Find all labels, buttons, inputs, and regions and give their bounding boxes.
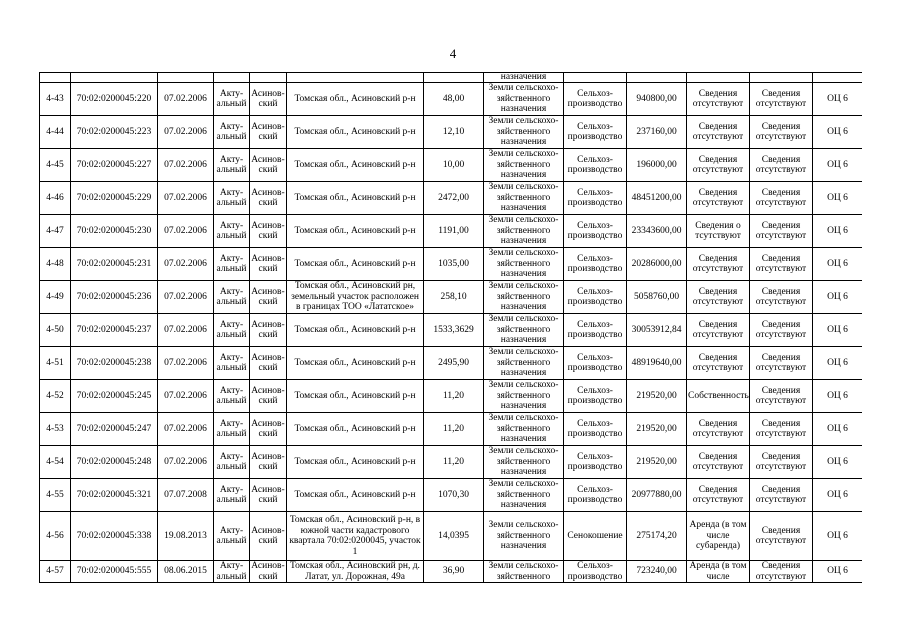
cell-value: 48919640,00: [627, 347, 687, 380]
cell-district: Асинов-ский: [250, 446, 287, 479]
cell-rights: Аренда (в том числе: [687, 561, 750, 583]
cell-district: Асинов-ский: [251, 561, 285, 582]
cell-value: 219520,00: [627, 446, 687, 479]
cell-cadastral: 70:02:0200045:227: [71, 149, 158, 182]
cell-district: Асинов-ский: [250, 215, 287, 248]
cell-category: назначения: [484, 73, 564, 83]
table-row: [40, 561, 863, 583]
table-row: [40, 380, 863, 413]
table-row: [40, 149, 863, 182]
cell-num: 4-52: [40, 380, 71, 413]
cell-date: 07.02.2006: [158, 347, 214, 380]
cell-num: 4-43: [40, 83, 71, 116]
cell-cadastral: 70:02:0200045:247: [71, 413, 158, 446]
cell-num: 4-50: [40, 314, 71, 347]
cell-date: [158, 73, 214, 83]
cell-address: Томская обл., Асиновский р-н: [287, 116, 424, 149]
cell-use: Сельхоз-производство: [564, 248, 627, 281]
cell-cadastral: 70:02:0200045:321: [71, 479, 158, 512]
cell-district: Асинов-ский: [250, 149, 287, 182]
cell-encumbrance: Сведения отсутствуют: [750, 314, 813, 347]
cell-status: Акту-альный: [214, 479, 250, 512]
cell-date: 07.02.2006: [158, 380, 214, 413]
cell-address: Томская обл., Асиновский р-н: [287, 83, 424, 116]
cell-code: ОЦ 6: [813, 182, 863, 215]
cell-encumbrance: Сведения отсутствуют: [750, 149, 813, 182]
cell-code: ОЦ 6: [813, 248, 863, 281]
cell-address: Томская обл., Асиновский р-н, в южной части кадастрового квартала 70:02:0200045, участок 1: [287, 512, 424, 561]
cell-num: 4-47: [40, 215, 71, 248]
cell-value: 5058760,00: [627, 281, 687, 314]
cell-code: ОЦ 6: [813, 446, 863, 479]
table-row: [40, 347, 863, 380]
cell-address: Томская обл., Асиновский р-н: [287, 314, 424, 347]
cell-date: 07.02.2006: [158, 215, 214, 248]
cell-date: 07.02.2006: [158, 149, 214, 182]
cell-status: Акту-альный: [214, 561, 250, 583]
cell-cadastral: 70:02:0200045:338: [71, 512, 158, 561]
cadastral-table-wrapper: [39, 72, 862, 593]
cell-date: 08.06.2015: [158, 561, 214, 583]
cell-category: Земли сельскохо-зяйственного назначения: [484, 215, 564, 248]
cell-rights: Аренда (в том числе субаренда): [687, 512, 750, 561]
cell-encumbrance: Сведения отсутствуют: [750, 182, 813, 215]
cell-address: [287, 73, 424, 83]
cell-num: 4-49: [40, 281, 71, 314]
cell-use: Сельхоз-производство: [564, 116, 627, 149]
cell-num: 4-55: [40, 479, 71, 512]
cell-address: Томская обл., Асиновский р-н: [287, 215, 424, 248]
cell-code: ОЦ 6: [813, 479, 863, 512]
cell-category: Земли сельскохо-зяйственного назначения: [484, 281, 564, 314]
cell-status: Акту-альный: [214, 83, 250, 116]
cell-area: [424, 73, 484, 83]
cell-cadastral: [71, 73, 158, 83]
cell-area: 1191,00: [424, 215, 484, 248]
cell-address: Томская обл., Асиновский р-н: [287, 347, 424, 380]
cell-code: ОЦ 6: [813, 380, 863, 413]
cell-status: Акту-альный: [214, 116, 250, 149]
cell-status: Акту-альный: [214, 314, 250, 347]
cell-status: Акту-альный: [214, 248, 250, 281]
continuation-row: [40, 73, 863, 83]
cell-cadastral: 70:02:0200045:555: [71, 561, 158, 583]
cell-use: Сельхоз-производство: [564, 182, 627, 215]
cell-area: 36,90: [424, 561, 484, 583]
cell-code: ОЦ 6: [813, 83, 863, 116]
cell-district: Асинов-ский: [250, 248, 287, 281]
cell-district: [250, 73, 287, 83]
cell-district: Асинов-ский: [250, 182, 287, 215]
cell-encumbrance: Сведения отсутствуют: [750, 413, 813, 446]
cell-cadastral: 70:02:0200045:237: [71, 314, 158, 347]
cell-encumbrance: Сведения отсутствуют: [750, 83, 813, 116]
cell-date: 07.07.2008: [158, 479, 214, 512]
cell-category: Земли сельскохо-зяйственного назначения: [484, 149, 564, 182]
cell-cadastral: 70:02:0200045:220: [71, 83, 158, 116]
cell-category: Земли сельскохо-зяйственного назначения: [484, 314, 564, 347]
cell-code: ОЦ 6: [813, 512, 863, 561]
cell-rights: Сведения отсутствуют: [687, 149, 750, 182]
cell-status: Акту-альный: [214, 149, 250, 182]
cell-address: Томская обл., Асиновский р-н: [287, 248, 424, 281]
cell-district: Асинов-ский: [250, 83, 287, 116]
table-row: [40, 83, 863, 116]
cell-encumbrance: [750, 73, 813, 83]
cadastral-table: [39, 72, 862, 583]
cell-code: ОЦ 6: [813, 413, 863, 446]
cell-value: 30053912,84: [627, 314, 687, 347]
cell-num: 4-53: [40, 413, 71, 446]
cell-encumbrance: Сведения отсутствуют: [750, 380, 813, 413]
cell-category: Земли сельскохо-зяйственного назначения: [484, 413, 564, 446]
cell-num: [40, 73, 71, 83]
cell-address: Томская обл., Асиновский рн, д. Латат, ул. Дорожная, 49а: [287, 561, 424, 583]
cell-area: 1533,3629: [424, 314, 484, 347]
cell-rights: Сведения отсутствуют: [687, 479, 750, 512]
cell-category: Земли сельскохо-зяйственного назначения: [484, 380, 564, 413]
cell-use: Сельхоз-производство: [564, 314, 627, 347]
cell-date: 19.08.2013: [158, 512, 214, 561]
cell-area: 2472,00: [424, 182, 484, 215]
cell-rights: [687, 73, 750, 83]
cell-district: Асинов-ский: [250, 314, 287, 347]
cell-use: Сельхоз-производство: [564, 380, 627, 413]
cell-value: [627, 73, 687, 83]
cell-district: Асинов-ский: [250, 380, 287, 413]
cell-rights: Сведения отсутствуют: [687, 314, 750, 347]
cell-use: Сенокошение: [564, 512, 627, 561]
cell-encumbrance: Сведения отсутствуют: [750, 479, 813, 512]
cell-rights: Сведения отсутствуют: [687, 413, 750, 446]
cell-date: 07.02.2006: [158, 314, 214, 347]
cell-value: 219520,00: [627, 413, 687, 446]
cell-address: Томская обл., Асиновский р-н: [287, 380, 424, 413]
table-row: [40, 248, 863, 281]
table-row: [40, 512, 863, 561]
cell-cadastral: 70:02:0200045:236: [71, 281, 158, 314]
cell-category: Земли сельскохо-зяйственного назначения: [484, 512, 564, 561]
cell-address: Томская обл., Асиновский р-н: [287, 182, 424, 215]
cell-num: 4-46: [40, 182, 71, 215]
table-row: [40, 413, 863, 446]
table-row: [40, 215, 863, 248]
cell-category: Земли сельскохо-зяйственного назначения: [484, 479, 564, 512]
cell-status: Акту-альный: [214, 281, 250, 314]
table-row: [40, 314, 863, 347]
cell-use: Сельхоз-производство: [564, 149, 627, 182]
cell-area: 1035,00: [424, 248, 484, 281]
cell-area: 11,20: [424, 380, 484, 413]
cell-value: 723240,00: [627, 561, 687, 583]
cell-cadastral: 70:02:0200045:238: [71, 347, 158, 380]
cell-status: Акту-альный: [214, 215, 250, 248]
cell-category: Земли сельскохо-зяйственного назначения: [484, 347, 564, 380]
cell-district: Асинов-ский: [250, 347, 287, 380]
cell-code: ОЦ 6: [813, 149, 863, 182]
cell-encumbrance: Сведения отсутствуют: [750, 512, 813, 561]
table-row: [40, 281, 863, 314]
page-number: 4: [449, 46, 457, 61]
cell-address: Томская обл., Асиновский рн, земельный участок расположен в границах ТОО «Лататское»: [287, 281, 424, 314]
cell-status: Акту-альный: [214, 182, 250, 215]
cell-value: 237160,00: [627, 116, 687, 149]
cell-category: Земли сельскохо-зяйственного назначения: [484, 446, 564, 479]
cell-num: 4-44: [40, 116, 71, 149]
cell-area: 10,00: [424, 149, 484, 182]
cell-value: 20977880,00: [627, 479, 687, 512]
cell-use: Сельхоз-производство: [564, 83, 627, 116]
table-row: [40, 182, 863, 215]
cell-district: Асинов-ский: [250, 413, 287, 446]
cell-code: ОЦ 6: [813, 347, 863, 380]
cell-area: 12,10: [424, 116, 484, 149]
cell-use: Сельхоз-производство: [564, 347, 627, 380]
cell-encumbrance: Сведения отсутствуют: [750, 116, 813, 149]
table-row: [40, 116, 863, 149]
cell-code: ОЦ 6: [813, 116, 863, 149]
cell-date: 07.02.2006: [158, 182, 214, 215]
cell-use: Сельхоз-производство: [564, 446, 627, 479]
cell-encumbrance: Сведения отсутствуют: [750, 248, 813, 281]
cell-num: 4-56: [40, 512, 71, 561]
cell-code: ОЦ 6: [813, 215, 863, 248]
cell-use: Сельхоз-производство: [564, 479, 627, 512]
cell-area: 2495,90: [424, 347, 484, 380]
cell-use: Сельхоз-производство: [564, 413, 627, 446]
cell-district: Асинов-ский: [250, 116, 287, 149]
cell-rights: Собственность: [687, 380, 750, 413]
cell-value: 940800,00: [627, 83, 687, 116]
cell-area: 48,00: [424, 83, 484, 116]
cell-status: Акту-альный: [214, 512, 250, 561]
cell-code: ОЦ 6: [813, 281, 863, 314]
cell-date: 07.02.2006: [158, 446, 214, 479]
cell-value: 219520,00: [627, 380, 687, 413]
cell-area: 14,0395: [424, 512, 484, 561]
cell-cadastral: 70:02:0200045:248: [71, 446, 158, 479]
cell-status: Акту-альный: [214, 446, 250, 479]
cell-status: Акту-альный: [214, 347, 250, 380]
cell-rights: Сведения отсутствуют: [687, 83, 750, 116]
cell-address: Томская обл., Асиновский р-н: [287, 149, 424, 182]
cell-address: Томская обл., Асиновский р-н: [287, 479, 424, 512]
cell-address: Томская обл., Асиновский р-н: [287, 446, 424, 479]
cell-cadastral: 70:02:0200045:223: [71, 116, 158, 149]
cell-district: Асинов-ский: [250, 281, 287, 314]
cell-category: Земли сельскохо-зяйственного назначения: [484, 248, 564, 281]
table-row: [40, 446, 863, 479]
cell-category: Земли сельскохо-зяйственного назначения: [484, 83, 564, 116]
cell-num: 4-48: [40, 248, 71, 281]
cell-rights: Сведения отсутствуют: [687, 446, 750, 479]
cell-status: [214, 73, 250, 83]
cell-rights: Сведения отсутствуют: [687, 116, 750, 149]
cell-encumbrance: Сведения отсутствуют: [750, 281, 813, 314]
cell-address: Томская обл., Асиновский р-н: [287, 413, 424, 446]
cell-value: 275174,20: [627, 512, 687, 561]
cell-code: [813, 73, 863, 83]
cell-area: 1070,30: [424, 479, 484, 512]
cell-encumbrance: Сведения отсутствуют: [750, 561, 813, 583]
cell-encumbrance: Сведения отсутствуют: [750, 446, 813, 479]
cell-status: Акту-альный: [214, 380, 250, 413]
cell-use: Сельхоз-производство: [564, 281, 627, 314]
cell-use: [564, 73, 627, 83]
cell-num: 4-51: [40, 347, 71, 380]
cell-value: 20286000,00: [627, 248, 687, 281]
cell-cadastral: 70:02:0200045:230: [71, 215, 158, 248]
cell-num: 4-45: [40, 149, 71, 182]
cell-date: 07.02.2006: [158, 413, 214, 446]
cell-rights: Сведения отсутствуют: [687, 347, 750, 380]
cell-encumbrance: Сведения отсутствуют: [750, 215, 813, 248]
table-row: [40, 479, 863, 512]
cell-category: Земли сельскохо-зяйственного назначения: [484, 116, 564, 149]
cell-cadastral: 70:02:0200045:231: [71, 248, 158, 281]
cell-rights: Сведения отсутствуют: [687, 248, 750, 281]
cell-category: Земли сельскохо-зяйственного назначения: [484, 182, 564, 215]
cell-value: 196000,00: [627, 149, 687, 182]
cell-cadastral: 70:02:0200045:229: [71, 182, 158, 215]
table-body: [40, 73, 863, 583]
cell-value: 48451200,00: [627, 182, 687, 215]
cell-cadastral: 70:02:0200045:245: [71, 380, 158, 413]
cell-encumbrance: Сведения отсутствуют: [750, 347, 813, 380]
cell-num: 4-57: [40, 561, 71, 583]
cell-date: 07.02.2006: [158, 83, 214, 116]
cell-num: 4-54: [40, 446, 71, 479]
cell-code: ОЦ 6: [813, 561, 863, 583]
cell-district: Асинов-ский: [250, 512, 287, 561]
cell-value: 23343600,00: [627, 215, 687, 248]
cell-area: 11,20: [424, 413, 484, 446]
cell-district: Асинов-ский: [250, 479, 287, 512]
cell-date: 07.02.2006: [158, 116, 214, 149]
cell-use: Сельхоз-производство: [564, 561, 627, 583]
cell-rights: Сведения отсутствуют: [687, 182, 750, 215]
cell-category: Земли сельскохо-зяйственного: [484, 561, 564, 583]
cell-date: 07.02.2006: [158, 248, 214, 281]
cell-status: Акту-альный: [214, 413, 250, 446]
cell-area: 11,20: [424, 446, 484, 479]
cell-area: 258,10: [424, 281, 484, 314]
cell-date: 07.02.2006: [158, 281, 214, 314]
cell-rights: Сведения о тсутствуют: [687, 215, 750, 248]
cell-code: ОЦ 6: [813, 314, 863, 347]
cell-rights: Сведения отсутствуют: [687, 281, 750, 314]
cell-use: Сельхоз-производство: [564, 215, 627, 248]
